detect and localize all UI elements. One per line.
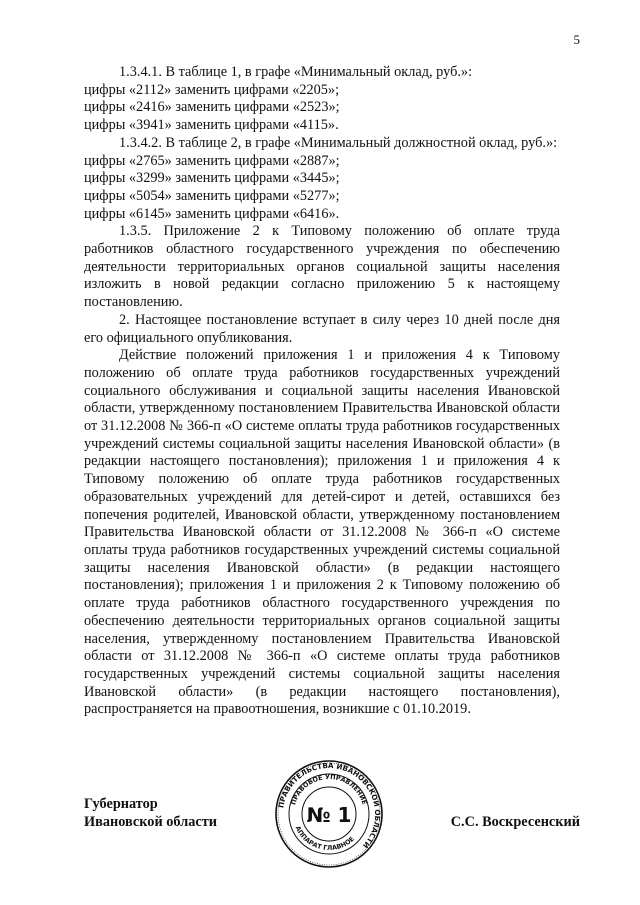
stamp-outer-text: ПРАВИТЕЛЬСТВА ИВАНОВСКОЙ ОБЛАСТИ — [276, 760, 383, 851]
stamp-number: № 1 — [306, 803, 352, 827]
page-number: 5 — [573, 32, 580, 47]
paragraph: цифры «2765» заменить цифрами «2887»; — [84, 152, 340, 169]
paragraph: цифры «3299» заменить цифрами «3445»; — [84, 170, 340, 187]
paragraph: цифры «2416» заменить цифрами «2523»; — [84, 99, 340, 116]
paragraph: Действие положений приложения 1 и приложения 4 к Типовому положению об оплате труда работников государственных учреждений социального обслуживания и социальной защиты населения Ивановской области, утвержденному постановлением Правительства Ивановской области от 31.12.2008 № 366-п «О системе оплаты труда работников государственных учреждений системы социальной защиты населения Ивановской области» (в редакции настоящего постановления); приложения 1 и приложения 4 к Типовому положению об оплате труда работников государственных образовательных учреждений для детей-сирот и детей, оставшихся без попечения родителей, Ивановской области, утвержденному постановлением Правительства Ивановской области от 31.12.2008 № 366-п «О системе оплаты труда работников государственных учреждений системы социальной защиты населения Ивановской области» (в редакции настоящего постановления); приложения 1 и приложения 2 к Типовому положению об оплате труда работников областного государственного учреждения по обеспечению деятельности территориальных органов социальной защиты населения, утвержденному постановлением Правительства Ивановской области от 31.12.2008 № 366-п «О системе оплаты труда работников государственных учреждений системы социальной защиты населения Ивановской области» (в редакции настоящего постановления), распространяется на правоотношения, возникшие с 01.10.2019. — [84, 347, 560, 718]
paragraph: цифры «6145» заменить цифрами «6416». — [84, 205, 340, 222]
paragraph: 1.3.4.1. В таблице 1, в графе «Минимальный оклад, руб.»: — [119, 64, 473, 80]
paragraph: 1.3.5. Приложение 2 к Типовому положению об оплате труда работников областного государственного учреждения по обеспечению деятельности территориальных органов социальной защиты населения изложить в новой редакции согласно приложению 5 к настоящему постановлению. — [84, 223, 560, 311]
stamp-inner-text: ПРАВОВОЕ УПРАВЛЕНИЕ — [289, 772, 369, 806]
paragraph: 1.3.4.2. В таблице 2, в графе «Минимальный должностной оклад, руб.»: — [119, 134, 558, 151]
signatory-name: С.С. Воскресенский — [450, 814, 580, 830]
paragraph: цифры «2112» заменить цифрами «2205»; — [84, 81, 340, 98]
official-stamp — [275, 760, 383, 868]
paragraph: цифры «5054» заменить цифрами «5277»; — [84, 187, 340, 204]
signatory-title-line2: Ивановской области — [84, 814, 217, 830]
paragraph: 2. Настоящее постановление вступает в силу через 10 дней после дня его официального опубликования. — [84, 311, 560, 346]
document-body — [84, 64, 560, 719]
signature-block — [84, 760, 580, 875]
paragraph: цифры «3941» заменить цифрами «4115». — [84, 117, 339, 134]
signatory-title-line1: Губернатор — [84, 796, 158, 812]
stamp-bottom-text: АППАРАТ ГЛАВНОЕ — [293, 824, 356, 853]
signatory-title — [84, 795, 217, 831]
